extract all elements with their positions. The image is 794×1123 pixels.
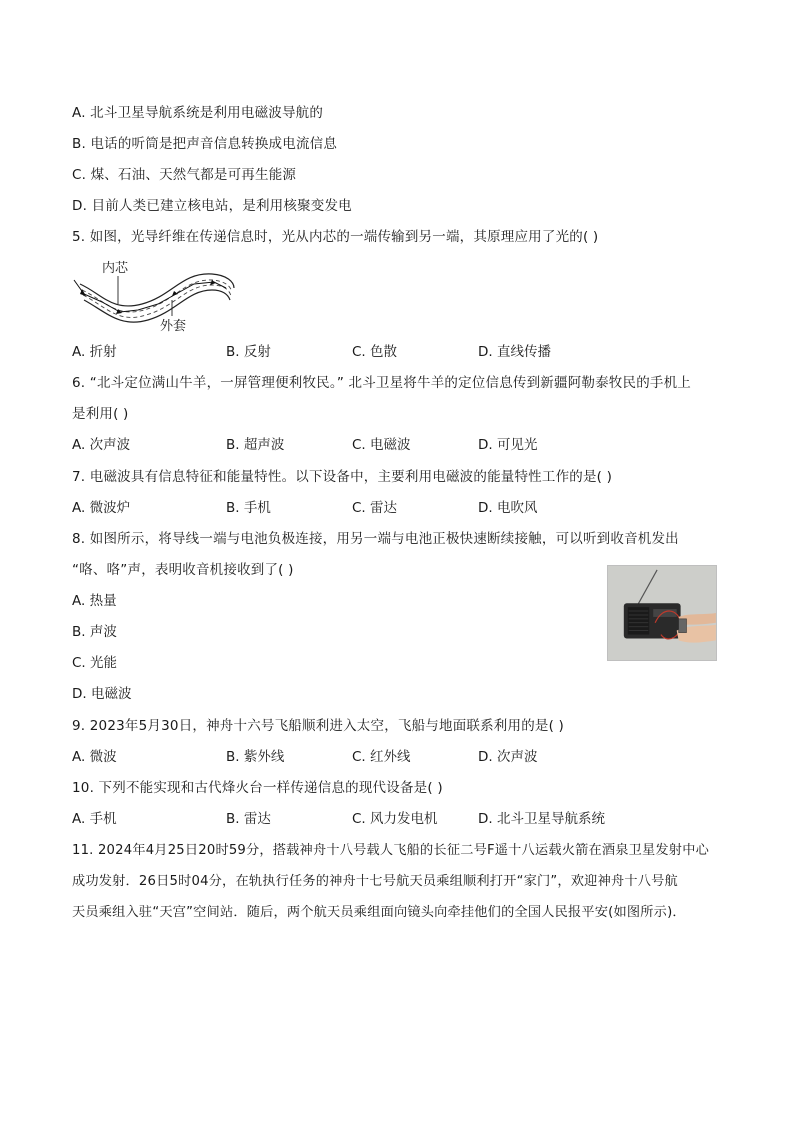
q5-option-c: C. 色散 — [352, 344, 398, 360]
q8-option-a: A. 热量 — [72, 593, 117, 609]
q7-option-d: D. 电吹风 — [478, 500, 538, 516]
q6-option-a: A. 次声波 — [72, 437, 131, 453]
q8-stem-line2: “咯、咯”声，表明收音机接收到了( ) — [72, 562, 294, 578]
q6-option-b: B. 超声波 — [226, 437, 285, 453]
q5-option-d: D. 直线传播 — [478, 344, 551, 360]
q5-stem: 5. 如图，光导纤维在传递信息时，光从内芯的一端传输到另一端，其原理应用了光的( ) — [72, 229, 599, 245]
q10-stem: 10. 下列不能实现和古代烽火台一样传递信息的现代设备是( ) — [72, 780, 443, 796]
q7-option-c: C. 雷达 — [352, 500, 398, 516]
q11-line2: 成功发射．26日5时04分，在轨执行任务的神舟十七号航天员乘组顺利打开“家门”，欢迎神舟十八号航 — [72, 874, 678, 889]
q7-option-a: A. 微波炉 — [72, 500, 131, 516]
q11-line3: 天员乘组入驻“天宫”空间站．随后，两个航天员乘组面向镜头向牵挂他们的全国人民报平安(如图所示)． — [72, 905, 686, 920]
q5-option-b: B. 反射 — [226, 344, 271, 360]
q6-stem-line2: 是利用( ) — [72, 406, 129, 422]
q8-option-d: D. 电磁波 — [72, 686, 132, 702]
q4-option-b: B. 电话的听筒是把声音信息转换成电流信息 — [72, 136, 338, 152]
q8-stem-line1: 8. 如图所示，将导线一端与电池负极连接，用另一端与电池正极快速断续接触，可以听到收音机发出 — [72, 531, 679, 547]
q11-line1: 11. 2024年4月25日20时59分，搭载神舟十八号载人飞船的长征二号F遥十八运载火箭在酒泉卫星发射中心 — [72, 843, 709, 858]
fiber-jacket-label: 外套 — [160, 319, 187, 334]
q8-option-c: C. 光能 — [72, 655, 118, 671]
q10-option-c: C. 风力发电机 — [352, 811, 438, 827]
q10-option-d: D. 北斗卫星导航系统 — [478, 811, 605, 827]
optical-fiber-figure — [72, 254, 240, 334]
q8-option-b: B. 声波 — [72, 624, 117, 640]
q10-option-a: A. 手机 — [72, 811, 117, 827]
q6-option-c: C. 电磁波 — [352, 437, 411, 453]
q9-option-a: A. 微波 — [72, 749, 117, 765]
q7-stem: 7. 电磁波具有信息特征和能量特性。以下设备中，主要利用电磁波的能量特性工作的是( ) — [72, 469, 613, 485]
q4-option-d: D. 目前人类已建立核电站，是利用核聚变发电 — [72, 198, 352, 214]
q4-option-a: A. 北斗卫星导航系统是利用电磁波导航的 — [72, 105, 324, 121]
q4-option-c: C. 煤、石油、天然气都是可再生能源 — [72, 167, 297, 183]
q6-stem-line1: 6. “北斗定位满山牛羊，一屏管理便利牧民。” 北斗卫星将牛羊的定位信息传到新疆阿勒泰牧民的手机上 — [72, 375, 691, 391]
q9-option-c: C. 红外线 — [352, 749, 411, 765]
q9-stem: 9. 2023年5月30日，神舟十六号飞船顺利进入太空，飞船与地面联系利用的是( ) — [72, 718, 565, 734]
radio-photo-figure — [607, 565, 717, 661]
q10-option-b: B. 雷达 — [226, 811, 271, 827]
q6-option-d: D. 可见光 — [478, 437, 538, 453]
fiber-core-label: 内芯 — [102, 261, 129, 276]
q5-option-a: A. 折射 — [72, 344, 117, 360]
q7-option-b: B. 手机 — [226, 500, 271, 516]
q9-option-b: B. 紫外线 — [226, 749, 285, 765]
q9-option-d: D. 次声波 — [478, 749, 538, 765]
